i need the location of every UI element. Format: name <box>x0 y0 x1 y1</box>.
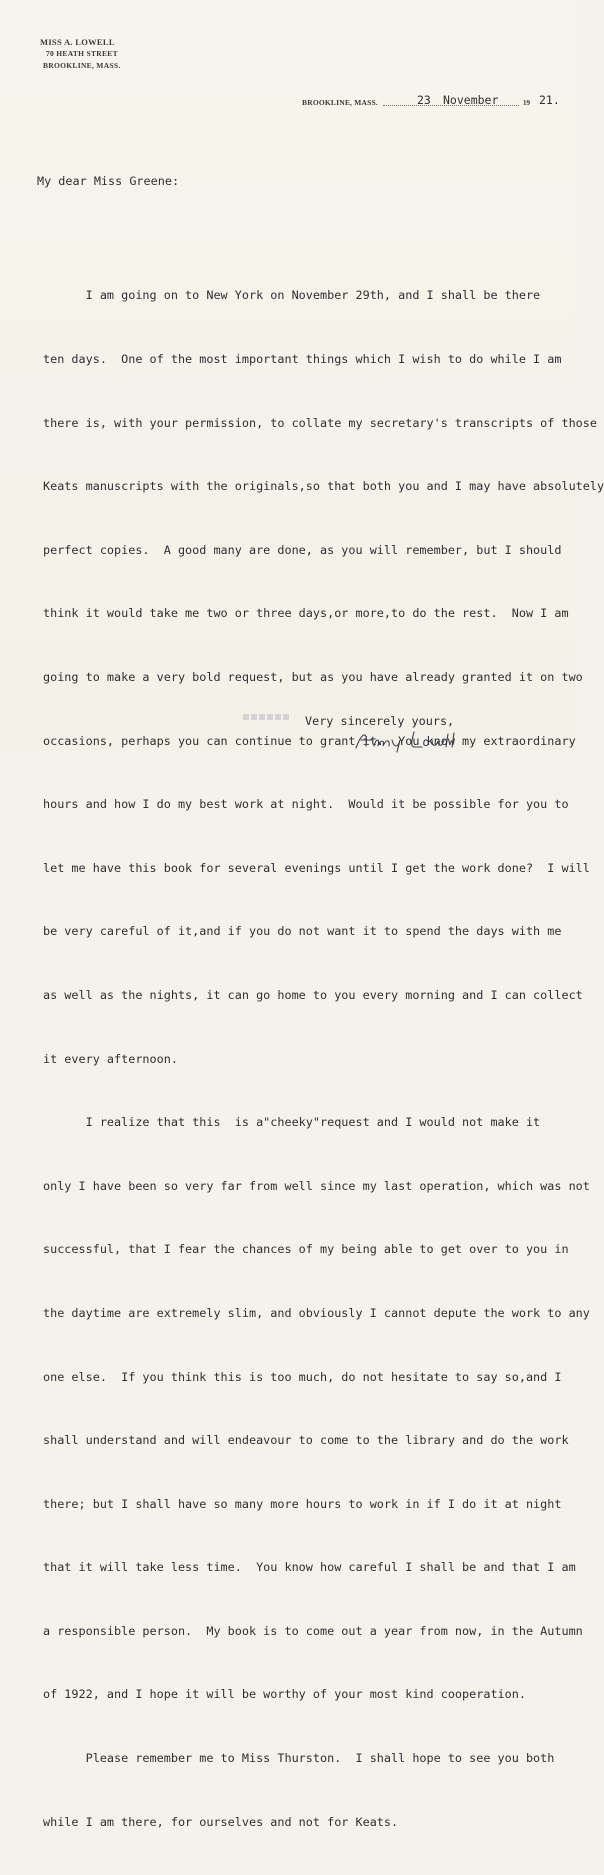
body-line: successful, that I fear the chances of my being able to get over to you in <box>43 1242 569 1257</box>
body-line: occasions, perhaps you can continue to grant it. You know my extraordinary <box>43 733 576 748</box>
body-line: there; but I shall have so many more hours to work in if I do it at night <box>43 1496 562 1511</box>
body-line: shall understand and will endeavour to come to the library and do the work <box>43 1433 569 1448</box>
body-line: let me have this book for several evenings until I get the work done? I will <box>43 860 590 875</box>
closing: Very sincerely yours, <box>305 714 455 728</box>
letterhead-city: BROOKLINE, MASS. <box>43 61 121 70</box>
body-line: I realize that this is a"cheeky"request and I would not make it <box>43 1115 541 1130</box>
body-line: only I have been so very far from well since my last operation, which was not <box>43 1178 590 1193</box>
handwritten-signature <box>352 728 492 752</box>
body-line: as well as the nights, it can go home to you every morning and I can collect <box>43 987 583 1002</box>
letterhead-name: MISS A. LOWELL <box>40 37 115 47</box>
body-line: hours and how I do my best work at night. Would it be possible for you to <box>43 797 569 812</box>
body-line: there is, with your permission, to collate my secretary's transcripts of those <box>43 415 597 430</box>
dateline-day: 23 <box>417 93 431 107</box>
body-line: ten days. One of the most important things which I wish to do while I am <box>43 352 562 366</box>
body-line: think it would take me two or three days,or more,to do the rest. Now I am <box>43 606 569 621</box>
body-line: be very careful of it,and if you do not want it to spend the days with me <box>43 924 562 939</box>
letterhead-street: 70 HEATH STREET <box>46 49 118 58</box>
body-line: it every afternoon. <box>43 1051 178 1066</box>
body-line: going to make a very bold request, but as you have already granted it on two <box>43 669 583 684</box>
body-line: I am going on to New York on November 29th, and I shall be there <box>43 288 541 303</box>
dateline-place: BROOKLINE, MASS. <box>302 98 378 107</box>
body-line: that it will take less time. You know how careful I shall be and that I am <box>43 1560 576 1575</box>
dateline-year: 21. <box>539 93 560 107</box>
body-line: one else. If you think this is too much, do not hesitate to say so,and I <box>43 1369 562 1384</box>
dateline <box>295 95 565 109</box>
dateline-month: November <box>443 93 499 107</box>
letterhead <box>30 36 121 72</box>
dateline-century: 19 <box>523 99 530 107</box>
body-line: Keats manuscripts with the originals,so that both you and I may have absolutely <box>43 479 604 494</box>
body-line: perfect copies. A good many are done, as you will remember, but I should <box>43 542 562 557</box>
body-line: Please remember me to Miss Thurston. I shall hope to see you both <box>43 1751 555 1766</box>
salutation: My dear Miss Greene: <box>37 174 180 189</box>
body-line: of 1922, and I hope it will be worthy of your most kind cooperation. <box>43 1687 526 1702</box>
letter-body <box>37 129 604 1875</box>
body-line: a responsible person. My book is to come out a year from now, in the Autumn <box>43 1623 583 1638</box>
body-line: while I am there, for ourselves and not for Keats. <box>43 1814 399 1829</box>
body-line: the daytime are extremely slim, and obviously I cannot depute the work to any <box>43 1305 590 1320</box>
faint-stamp-mark <box>242 712 290 722</box>
